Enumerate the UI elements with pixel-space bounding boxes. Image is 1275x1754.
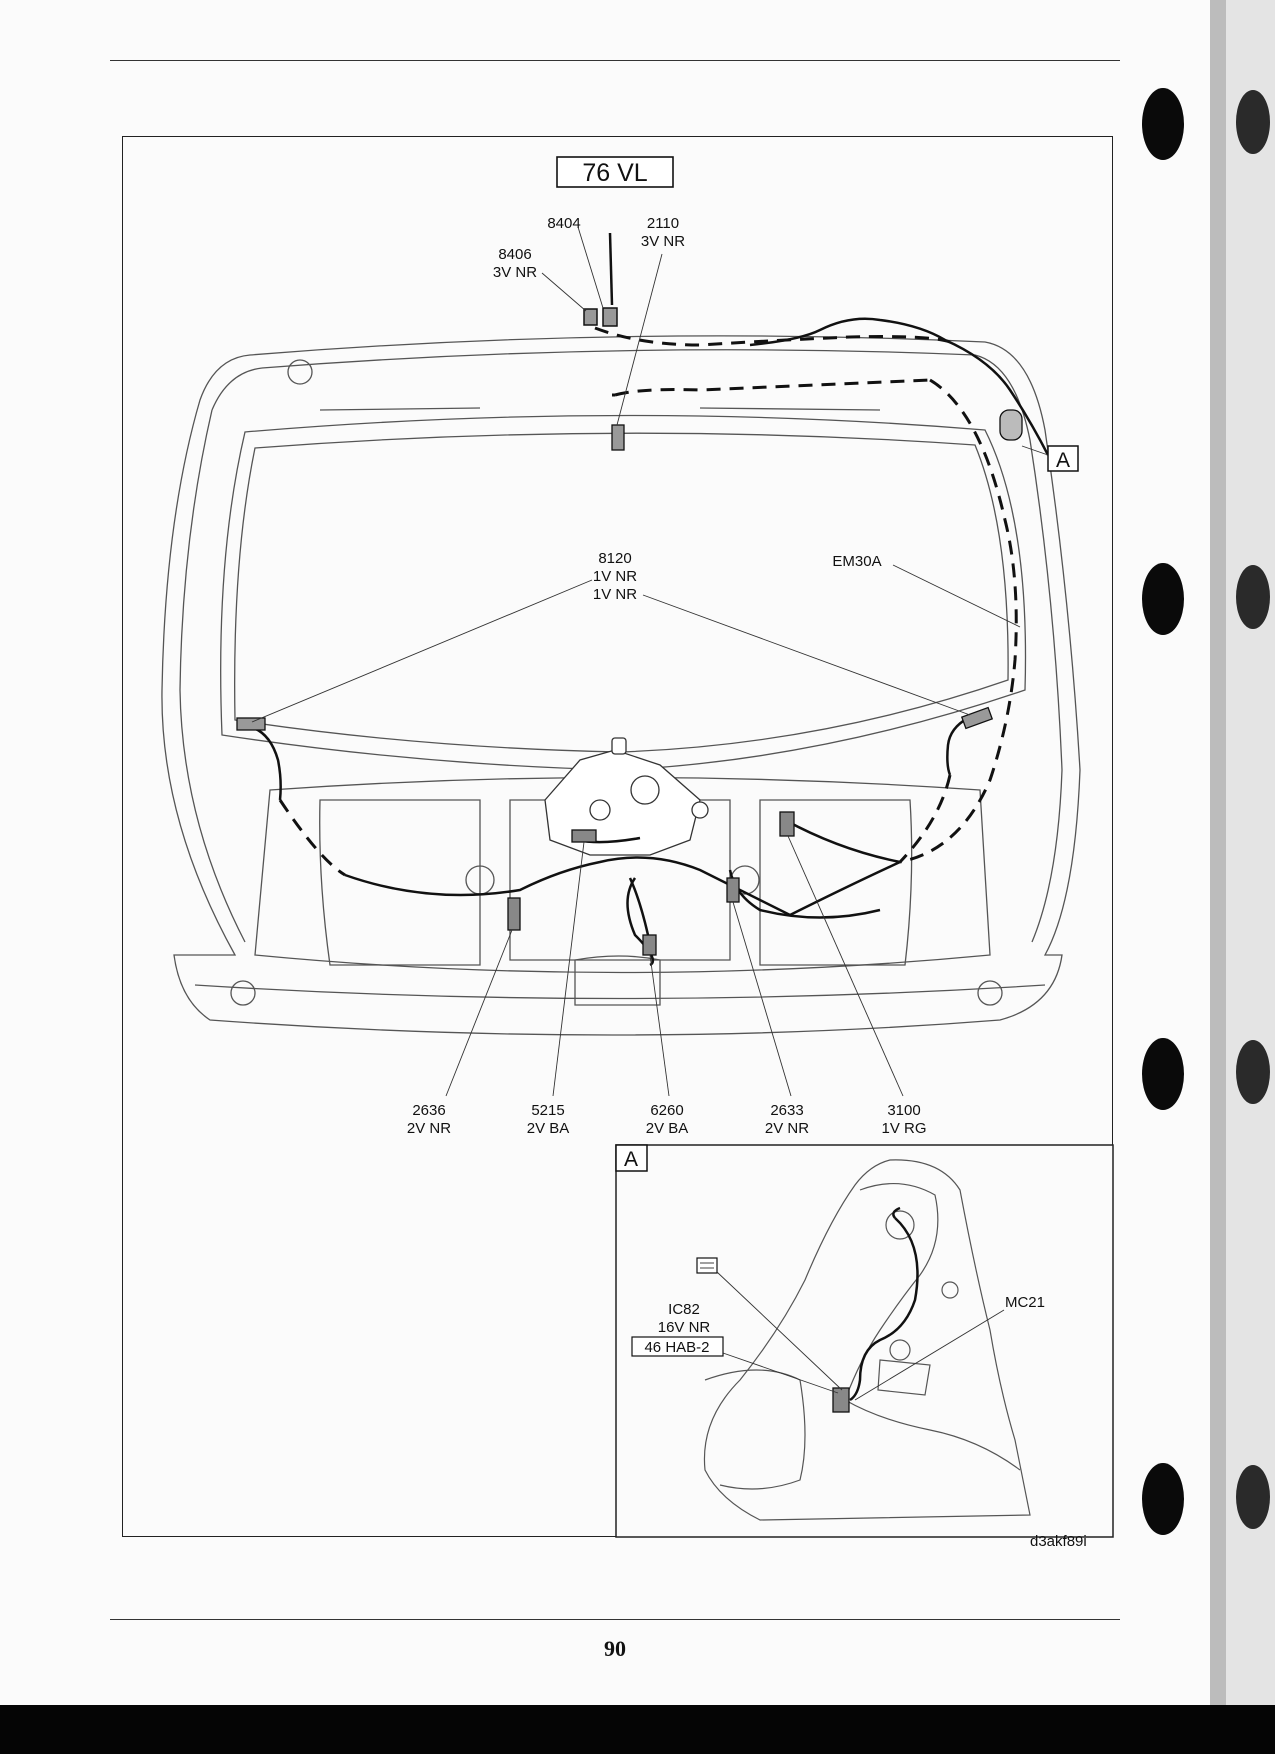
view-tag-main: [1048, 446, 1078, 472]
label-8120-spec-1: 1V NR: [592, 568, 638, 585]
connector-8120-left: [237, 718, 265, 730]
connector-3100: [780, 812, 794, 836]
page-number: 90: [604, 1636, 626, 1661]
scan-bottom-band: [0, 1705, 1275, 1754]
label-8406-spec: 3V NR: [492, 264, 538, 281]
connector-5215: [572, 830, 596, 842]
label-8406-code: 8406: [498, 246, 532, 263]
label-8120-spec-2: 1V NR: [592, 586, 638, 603]
label-3100-spec: 1V RG: [881, 1120, 927, 1137]
connector-2633: [727, 878, 739, 902]
bottom-rule: [110, 1619, 1120, 1620]
label-5215-code: 5215: [531, 1102, 565, 1119]
connectors: [237, 410, 1022, 955]
label-2633-code: 2633: [770, 1102, 804, 1119]
connector-8120-right: [962, 708, 992, 729]
inset-tag-label: A: [623, 1148, 639, 1171]
label-mc21: MC21: [1004, 1294, 1046, 1311]
label-8120-code: 8120: [598, 550, 632, 567]
note-icon: [697, 1258, 717, 1273]
label-6260-code: 6260: [650, 1102, 684, 1119]
connector-ic82: [833, 1388, 849, 1412]
label-2110-code: 2110: [646, 215, 680, 232]
title-box: [557, 157, 673, 187]
label-ic82-spec: 16V NR: [657, 1319, 711, 1336]
label-2636-spec: 2V NR: [406, 1120, 452, 1137]
connector-2110: [612, 425, 624, 450]
wiper-motor: [545, 738, 708, 855]
label-5215-spec: 2V BA: [526, 1120, 570, 1137]
inset-detail-a: [616, 1145, 1113, 1537]
label-2636-code: 2636: [412, 1102, 446, 1119]
connector-6260: [643, 935, 656, 955]
view-tag-label: A: [1055, 449, 1071, 472]
label-em30a: EM30A: [832, 553, 882, 570]
label-2633-spec: 2V NR: [764, 1120, 810, 1137]
antenna: [584, 233, 617, 326]
diagram-title: 76 VL: [582, 159, 648, 187]
label-3100-code: 3100: [887, 1102, 921, 1119]
label-6260-spec: 2V BA: [645, 1120, 689, 1137]
label-8404: 8404: [547, 215, 581, 232]
grommet: [1000, 410, 1022, 440]
label-2110-spec: 3V NR: [640, 233, 686, 250]
connector-2636: [508, 898, 520, 930]
drawing-reference: d3akf89i: [1030, 1533, 1087, 1550]
label-ic82-ref: 46 HAB-2: [644, 1339, 710, 1356]
label-ic82-code: IC82: [668, 1301, 700, 1318]
